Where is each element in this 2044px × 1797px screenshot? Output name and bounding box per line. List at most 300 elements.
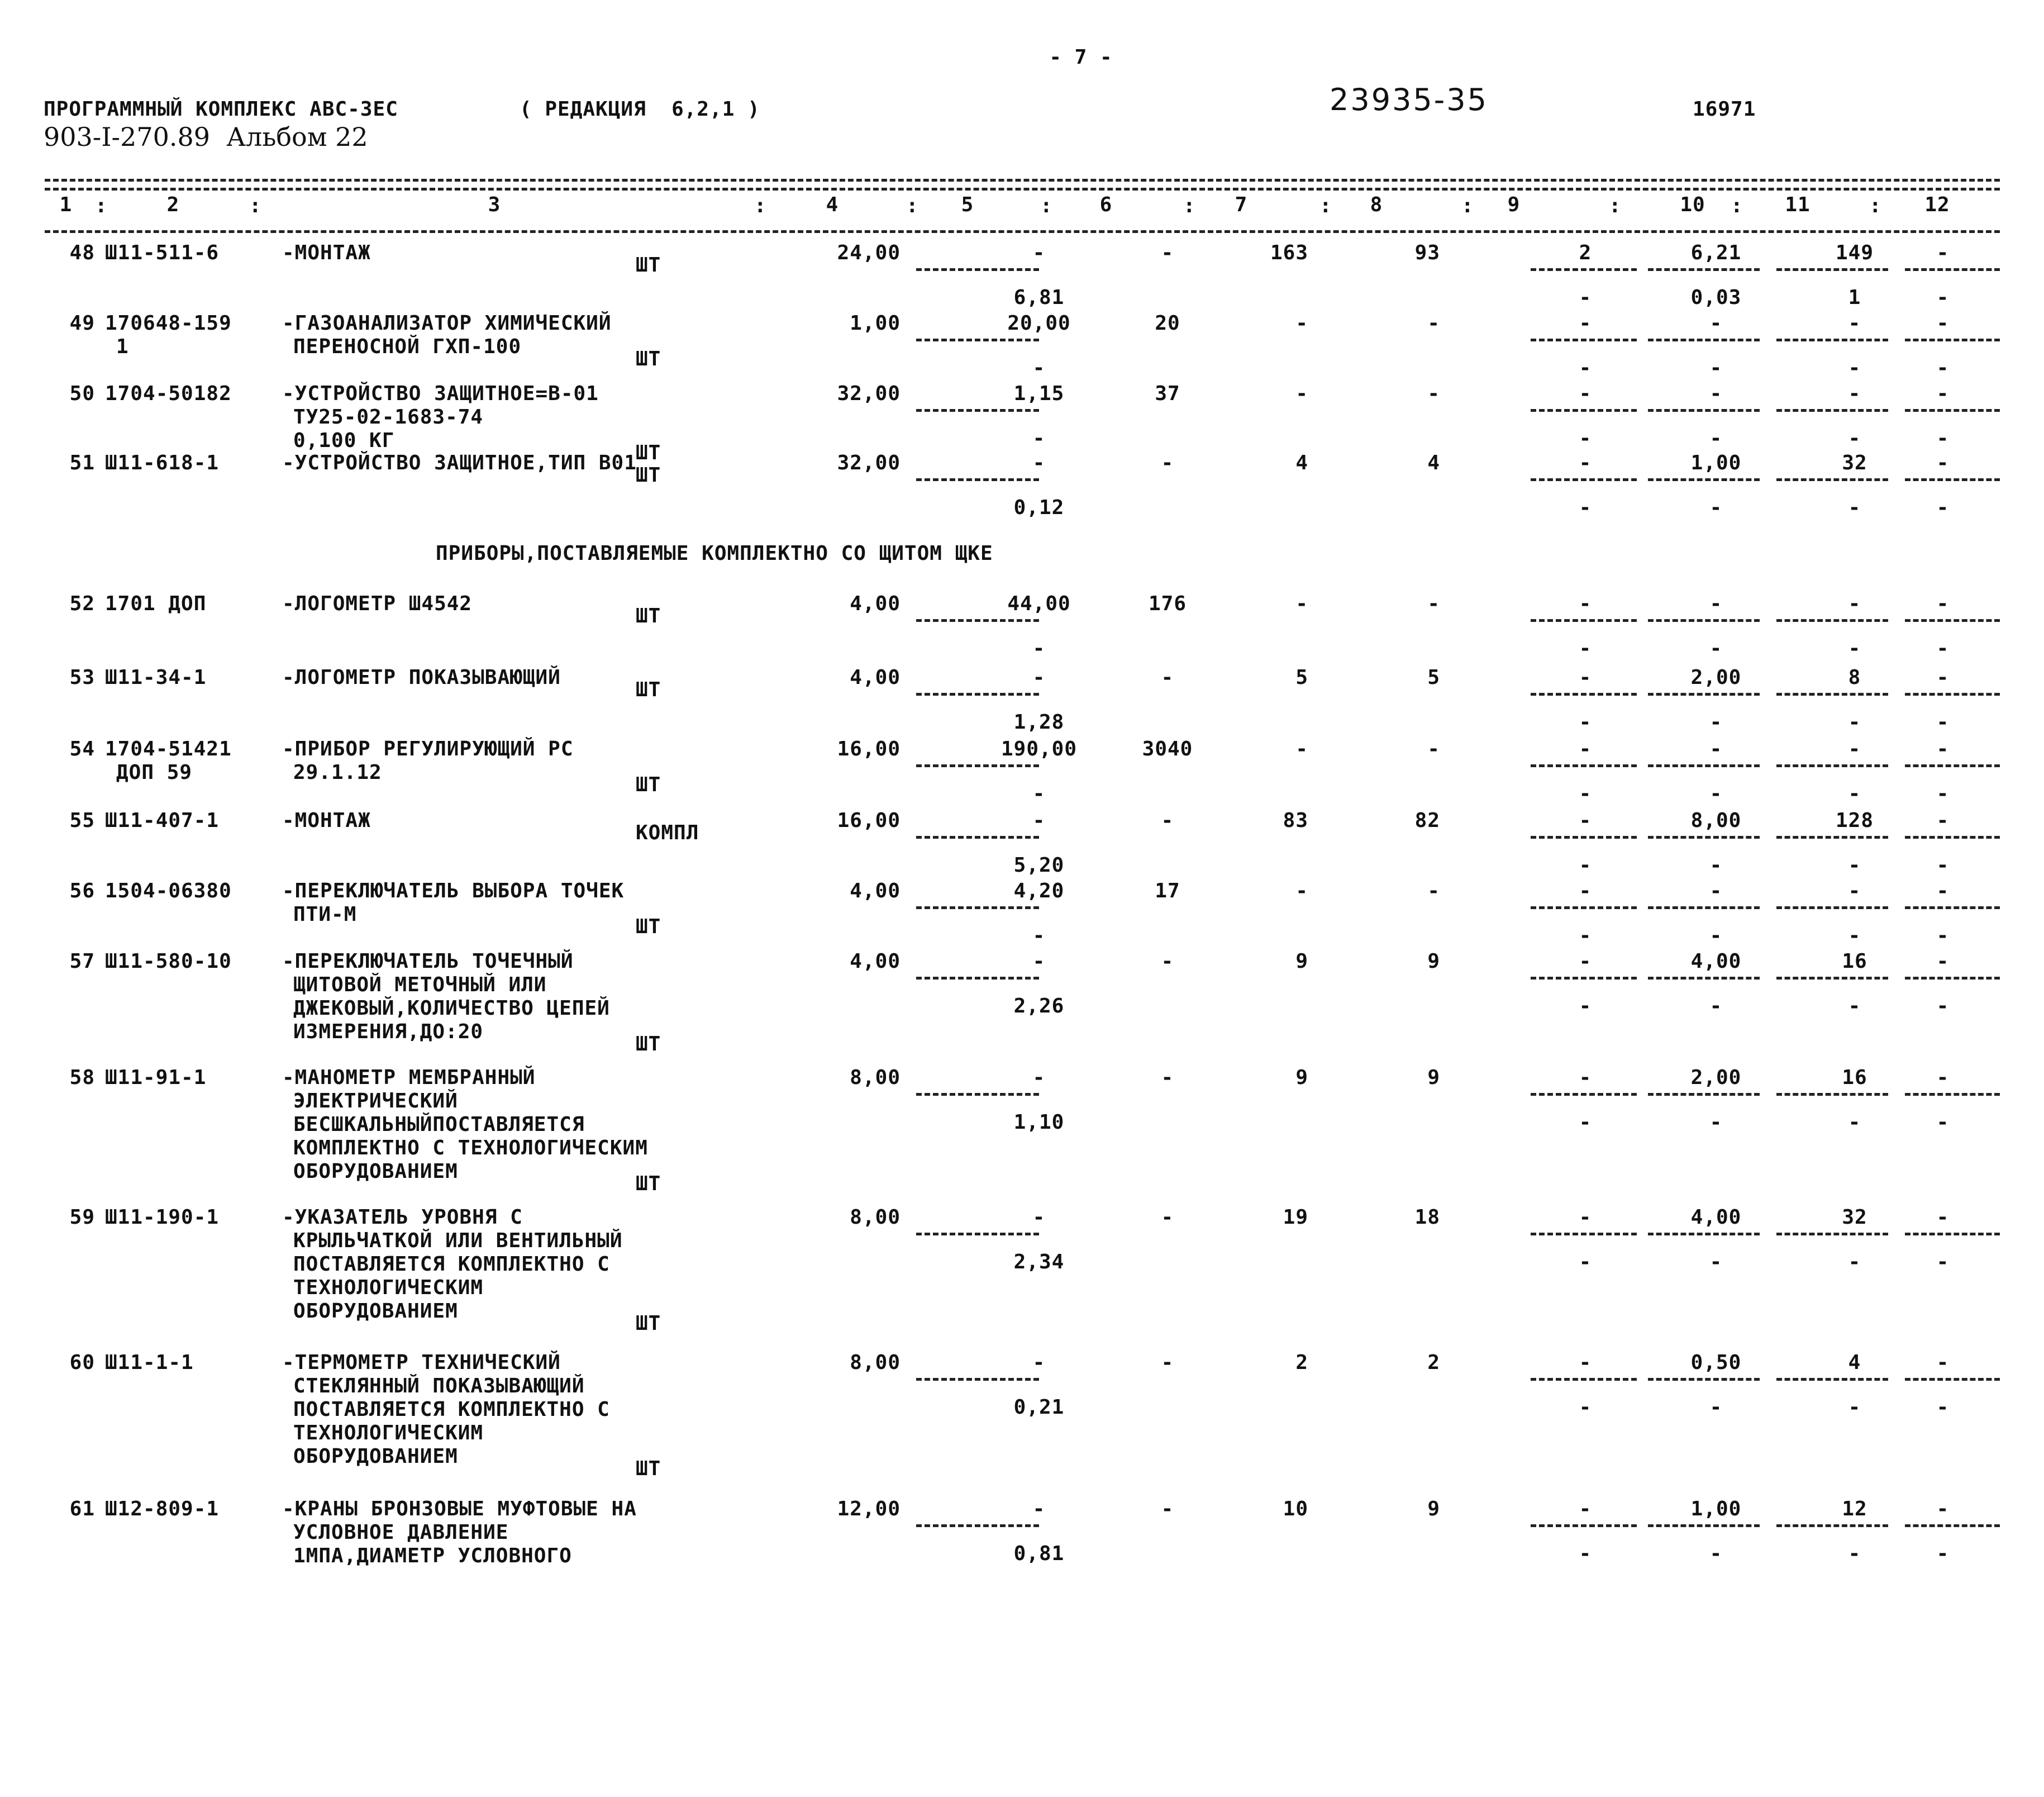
row-c12-rule [1905, 619, 2000, 622]
row-c10: 1,00 [1690, 451, 1742, 474]
row-c10: 1,00 [1690, 1498, 1742, 1520]
row-c9: - [1579, 1206, 1592, 1229]
row-description-line: -МАНОМЕТР МЕМБРАННЫЙ [282, 1066, 536, 1089]
row-col5-second: 0,12 [1013, 496, 1065, 519]
row-c12-second: - [1936, 782, 1950, 805]
row-c12-second: - [1936, 1542, 1950, 1565]
row-col7: - [1295, 312, 1308, 335]
row-description-line: -МОНТАЖ [282, 809, 371, 832]
row-col8: - [1427, 880, 1440, 902]
row-col7: - [1295, 738, 1308, 760]
row-number: 48 [69, 241, 95, 264]
row-c9-second: - [1579, 995, 1592, 1018]
row-col8: 9 [1427, 1498, 1440, 1520]
row-col7: 9 [1295, 950, 1308, 973]
row-c12-rule [1905, 1093, 2000, 1096]
row-c12-rule [1905, 268, 2000, 271]
row-code: 1701 ДОП [105, 592, 207, 615]
row-c10-second: - [1709, 1111, 1723, 1134]
document-code: 16971 [1693, 98, 1756, 121]
row-description-line: КРЫЛЬЧАТКОЙ ИЛИ ВЕНТИЛЬНЫЙ [293, 1229, 623, 1252]
row-c9: - [1579, 1498, 1592, 1520]
row-c10-rule [1648, 339, 1760, 341]
row-c9-rule [1531, 1524, 1637, 1527]
row-unit: ШТ [636, 773, 661, 796]
row-c10: 4,00 [1690, 1206, 1742, 1229]
column-header-7: 7 [1235, 193, 1248, 216]
row-c11-rule [1776, 977, 1888, 980]
row-c12-rule [1905, 1524, 2000, 1527]
row-c11-second: - [1848, 924, 1861, 947]
row-unit: ШТ [636, 1033, 661, 1056]
row-number: 53 [69, 666, 95, 689]
row-col6: - [1161, 1351, 1174, 1374]
row-c11-second: - [1848, 711, 1861, 734]
row-description-line: -УСТРОЙСТВО ЗАЩИТНОЕ,ТИП В01 [282, 451, 637, 474]
row-description-line: ПОСТАВЛЯЕТСЯ КОМПЛЕКТНО С [293, 1253, 610, 1276]
row-c9-second: - [1579, 711, 1592, 734]
row-description-line: ПЕРЕНОСНОЙ ГХП-100 [293, 335, 522, 358]
row-col5-rule [916, 268, 1039, 271]
row-c10-second: - [1709, 356, 1723, 379]
row-col6: - [1161, 809, 1174, 832]
row-description-line: ЩИТОВОЙ МЕТОЧНЫЙ ИЛИ [293, 973, 547, 996]
row-c9: - [1579, 880, 1592, 902]
handwritten-number: 23935-35 [1330, 82, 1488, 117]
row-col6: 17 [1155, 880, 1180, 902]
row-c9-rule [1531, 764, 1637, 767]
row-c10: 8,00 [1690, 809, 1742, 832]
row-number: 54 [69, 738, 95, 760]
row-c9: - [1579, 738, 1592, 760]
row-c9: - [1579, 312, 1592, 335]
row-description-line: ДЖЕКОВЫЙ,КОЛИЧЕСТВО ЦЕПЕЙ [293, 997, 610, 1020]
row-c12: - [1936, 880, 1950, 902]
row-c9-second: - [1579, 1396, 1592, 1419]
row-c12: - [1936, 950, 1950, 973]
row-number: 61 [69, 1498, 95, 1520]
row-c11-second: - [1848, 356, 1861, 379]
row-c11-rule [1776, 906, 1888, 909]
row-c9: - [1579, 1351, 1592, 1374]
row-c10: - [1709, 592, 1723, 615]
row-col8: 2 [1427, 1351, 1440, 1374]
row-col5-rule [916, 478, 1039, 481]
row-col5-rule [916, 764, 1039, 767]
row-c12: - [1936, 451, 1950, 474]
row-c10-rule [1648, 977, 1760, 980]
row-c9-rule [1531, 339, 1637, 341]
row-c12: - [1936, 1206, 1950, 1229]
row-quantity: 8,00 [850, 1066, 900, 1089]
row-c11-rule [1776, 1233, 1888, 1235]
row-c9: - [1579, 382, 1592, 405]
row-code: Ш11-1-1 [105, 1351, 194, 1374]
row-c10-rule [1648, 1378, 1760, 1381]
row-quantity: 16,00 [837, 809, 900, 832]
row-description-line: -ПЕРЕКЛЮЧАТЕЛЬ ВЫБОРА ТОЧЕК [282, 880, 625, 902]
row-col5-second: 2,34 [1013, 1251, 1065, 1273]
row-col8: 5 [1427, 666, 1440, 689]
row-c10: 4,00 [1690, 950, 1742, 973]
row-unit: ШТ [636, 348, 661, 370]
row-c11-second: - [1848, 782, 1861, 805]
row-col5-second: 1,28 [1013, 711, 1065, 734]
row-col7: - [1295, 382, 1308, 405]
row-code: Ш11-407-1 [105, 809, 220, 832]
row-c9: - [1579, 1066, 1592, 1089]
row-c12-second: - [1936, 1111, 1950, 1134]
row-number: 52 [69, 592, 95, 615]
row-description-line: ТУ25-02-1683-74 [293, 406, 484, 429]
album-label: 903-I-270.89 Альбом 22 [44, 122, 368, 152]
row-c12: - [1936, 382, 1950, 405]
row-unit: ШТ [636, 1457, 661, 1480]
row-c11: 32 [1842, 1206, 1867, 1229]
row-unit: ШТ [636, 605, 661, 627]
row-c9-rule [1531, 619, 1637, 622]
row-c9-second: - [1579, 637, 1592, 660]
row-col5-rule [916, 339, 1039, 341]
row-c12-second: - [1936, 427, 1950, 450]
row-quantity: 1,00 [850, 312, 900, 335]
edition-label: ( РЕДАКЦИЯ 6,2,1 ) [520, 98, 760, 121]
row-c9-second: - [1579, 1111, 1592, 1134]
row-c12-second: - [1936, 711, 1950, 734]
column-separator: : [1183, 194, 1196, 217]
row-code: Ш11-34-1 [105, 666, 207, 689]
row-c9-rule [1531, 1378, 1637, 1381]
row-quantity: 4,00 [850, 950, 900, 973]
column-header-12: 12 [1924, 193, 1950, 216]
row-col5-rule [916, 1233, 1039, 1235]
row-c10: - [1709, 738, 1723, 760]
row-number: 55 [69, 809, 95, 832]
page-number: - 7 - [1049, 46, 1113, 69]
column-separator: : [249, 194, 262, 217]
column-separator: : [754, 194, 767, 217]
row-c12: - [1936, 241, 1950, 264]
row-description-line: -ТЕРМОМЕТР ТЕХНИЧЕСКИЙ [282, 1351, 561, 1374]
column-separator: : [1461, 194, 1474, 217]
row-code: Ш11-190-1 [105, 1206, 220, 1229]
row-col5: - [1032, 1206, 1046, 1229]
row-c10-second: - [1709, 1542, 1723, 1565]
row-c12-rule [1905, 836, 2000, 839]
column-header-1: 1 [59, 193, 73, 216]
row-c12-rule [1905, 764, 2000, 767]
row-description-line: ОБОРУДОВАНИЕМ [293, 1445, 458, 1468]
column-separator: : [1731, 194, 1743, 217]
row-c10-rule [1648, 693, 1760, 696]
row-c11: - [1848, 880, 1861, 902]
row-unit: ШТ [636, 464, 661, 487]
row-c10-second: - [1709, 924, 1723, 947]
row-c12-second: - [1936, 854, 1950, 877]
row-c11-rule [1776, 409, 1888, 412]
row-c11: - [1848, 738, 1861, 760]
row-col6: - [1161, 451, 1174, 474]
row-c12: - [1936, 738, 1950, 760]
row-col8: - [1427, 312, 1440, 335]
row-col7: 2 [1295, 1351, 1308, 1374]
row-col8: 4 [1427, 451, 1440, 474]
row-col5: 190,00 [1000, 738, 1078, 760]
row-description-line: 0,100 КГ [293, 429, 395, 452]
row-c9-rule [1531, 693, 1637, 696]
column-header-9: 9 [1507, 193, 1521, 216]
row-col7: 19 [1283, 1206, 1308, 1229]
row-code: Ш12-809-1 [105, 1498, 220, 1520]
row-description-line: КОМПЛЕКТНО С ТЕХНОЛОГИЧЕСКИМ [293, 1137, 648, 1159]
row-col5: 20,00 [1007, 312, 1071, 335]
row-col5-second: - [1032, 637, 1046, 660]
row-col6: - [1161, 1498, 1174, 1520]
row-c10: 2,00 [1690, 666, 1742, 689]
row-number: 51 [69, 451, 95, 474]
row-col5-second: 0,81 [1013, 1542, 1065, 1565]
row-quantity: 8,00 [850, 1351, 900, 1374]
row-c10: - [1709, 382, 1723, 405]
row-quantity: 32,00 [837, 382, 900, 405]
row-col8: 82 [1414, 809, 1440, 832]
row-c11: - [1848, 382, 1861, 405]
row-col5-second: - [1032, 782, 1046, 805]
row-quantity: 16,00 [837, 738, 900, 760]
row-unit: ШТ [636, 1172, 661, 1195]
row-c9-second: - [1579, 496, 1592, 519]
row-description-line: -УСТРОЙСТВО ЗАЩИТНОЕ=В-01 [282, 382, 599, 405]
row-c11: 12 [1842, 1498, 1867, 1520]
row-description-line: -ЛОГОМЕТР Ш4542 [282, 592, 473, 615]
row-c10-second: - [1709, 782, 1723, 805]
row-c12-rule [1905, 1233, 2000, 1235]
row-col5: 4,20 [1013, 880, 1065, 902]
row-col6: - [1161, 241, 1174, 264]
row-col8: 93 [1414, 241, 1440, 264]
row-c9-second: - [1579, 782, 1592, 805]
row-col8: 9 [1427, 950, 1440, 973]
row-col8: - [1427, 592, 1440, 615]
row-c10-rule [1648, 478, 1760, 481]
program-title: ПРОГРАММНЫЙ КОМПЛЕКС АВС-3ЕС [44, 98, 398, 121]
row-number: 49 [69, 312, 95, 335]
row-col5-rule [916, 1093, 1039, 1096]
row-c11-rule [1776, 478, 1888, 481]
row-description-line: ПОСТАВЛЯЕТСЯ КОМПЛЕКТНО С [293, 1398, 610, 1421]
column-header-5: 5 [961, 193, 974, 216]
row-quantity: 12,00 [837, 1498, 900, 1520]
column-header-4: 4 [826, 193, 839, 216]
row-code: 1704-50182 [105, 382, 232, 405]
row-col7: 83 [1283, 809, 1308, 832]
row-col7: - [1295, 592, 1308, 615]
row-col5-second: - [1032, 427, 1046, 450]
row-c9-rule [1531, 906, 1637, 909]
row-c9-second: - [1579, 854, 1592, 877]
row-number: 58 [69, 1066, 95, 1089]
row-c10-second: - [1709, 1251, 1723, 1273]
row-col6: 3040 [1142, 738, 1193, 760]
row-col7: 5 [1295, 666, 1308, 689]
row-number: 60 [69, 1351, 95, 1374]
row-code-extra: 1 [116, 335, 129, 358]
row-c10: - [1709, 880, 1723, 902]
section-heading: ПРИБОРЫ,ПОСТАВЛЯЕМЫЕ КОМПЛЕКТНО СО ЩИТОМ ЩКЕ [436, 542, 993, 565]
row-c10-second: - [1709, 711, 1723, 734]
header-rule-bottom [45, 230, 2000, 233]
row-col5: - [1032, 241, 1046, 264]
row-c12: - [1936, 1351, 1950, 1374]
row-col8: 18 [1414, 1206, 1440, 1229]
row-c9: - [1579, 950, 1592, 973]
row-col5: - [1032, 1351, 1046, 1374]
row-c12-second: - [1936, 1396, 1950, 1419]
row-col8: - [1427, 738, 1440, 760]
row-c11: 8 [1848, 666, 1861, 689]
row-c11: - [1848, 592, 1861, 615]
row-c9-second: - [1579, 1251, 1592, 1273]
row-unit: КОМПЛ [636, 821, 699, 844]
row-description-line: ЭЛЕКТРИЧЕСКИЙ [293, 1090, 458, 1113]
row-unit: ШТ [636, 678, 661, 701]
row-col5-second: - [1032, 924, 1046, 947]
column-header-6: 6 [1099, 193, 1113, 216]
row-c10-rule [1648, 836, 1760, 839]
row-c12-second: - [1936, 637, 1950, 660]
row-c9-rule [1531, 836, 1637, 839]
row-c9: - [1579, 666, 1592, 689]
row-c9-rule [1531, 409, 1637, 412]
row-description-line: -ПЕРЕКЛЮЧАТЕЛЬ ТОЧЕЧНЫЙ [282, 950, 574, 973]
row-c10: - [1709, 312, 1723, 335]
row-c11-second: - [1848, 1111, 1861, 1134]
row-description-line: -ПРИБОР РЕГУЛИРУЮЩИЙ РС [282, 738, 574, 760]
row-c12: - [1936, 666, 1950, 689]
column-separator: : [1040, 194, 1053, 217]
row-c10-rule [1648, 1524, 1760, 1527]
row-c9-rule [1531, 478, 1637, 481]
row-c10-second: 0,03 [1690, 286, 1742, 309]
row-col6: - [1161, 1066, 1174, 1089]
row-c12-rule [1905, 693, 2000, 696]
row-c12-second: - [1936, 995, 1950, 1018]
column-header-8: 8 [1370, 193, 1383, 216]
row-col5-rule [916, 693, 1039, 696]
row-col5-second: 6,81 [1013, 286, 1065, 309]
row-c10: 6,21 [1690, 241, 1742, 264]
column-header-2: 2 [166, 193, 180, 216]
row-col8: - [1427, 382, 1440, 405]
row-col7: - [1295, 880, 1308, 902]
row-unit: ШТ [636, 915, 661, 938]
row-quantity: 32,00 [837, 451, 900, 474]
row-c11-second: - [1848, 427, 1861, 450]
row-c11: - [1848, 312, 1861, 335]
column-header-11: 11 [1785, 193, 1810, 216]
row-code: Ш11-511-6 [105, 241, 220, 264]
row-c12-rule [1905, 478, 2000, 481]
row-c11-second: 1 [1848, 286, 1861, 309]
row-col7: 4 [1295, 451, 1308, 474]
row-c12-rule [1905, 906, 2000, 909]
row-col5: - [1032, 1066, 1046, 1089]
row-c9-rule [1531, 268, 1637, 271]
row-number: 56 [69, 880, 95, 902]
row-col5: 1,15 [1013, 382, 1065, 405]
row-col5-rule [916, 906, 1039, 909]
row-description-line: УСЛОВНОЕ ДАВЛЕНИЕ [293, 1521, 509, 1544]
row-description-line: -ГАЗОАНАЛИЗАТОР ХИМИЧЕСКИЙ [282, 312, 612, 335]
row-description-line: -УКАЗАТЕЛЬ УРОВНЯ С [282, 1206, 523, 1229]
row-c10-rule [1648, 619, 1760, 622]
row-number: 57 [69, 950, 95, 973]
row-c9-second: - [1579, 1542, 1592, 1565]
row-c10: 0,50 [1690, 1351, 1742, 1374]
row-quantity: 4,00 [850, 880, 900, 902]
row-c12-rule [1905, 1378, 2000, 1381]
row-col7: 10 [1283, 1498, 1308, 1520]
row-c11-rule [1776, 693, 1888, 696]
row-c9-second: - [1579, 924, 1592, 947]
row-description-line: ОБОРУДОВАНИЕМ [293, 1300, 458, 1323]
row-c12: - [1936, 592, 1950, 615]
row-col5-rule [916, 977, 1039, 980]
row-c10-rule [1648, 409, 1760, 412]
row-description-line: ПТИ-М [293, 903, 357, 926]
row-col5: - [1032, 666, 1046, 689]
row-c11-rule [1776, 619, 1888, 622]
row-description-line: -ЛОГОМЕТР ПОКАЗЫВАЮЩИЙ [282, 666, 561, 689]
row-c10-rule [1648, 906, 1760, 909]
row-c10-second: - [1709, 427, 1723, 450]
row-col5-rule [916, 1524, 1039, 1527]
row-col6: - [1161, 666, 1174, 689]
row-col8: 9 [1427, 1066, 1440, 1089]
row-c11: 16 [1842, 950, 1867, 973]
row-col5-rule [916, 1378, 1039, 1381]
row-number: 59 [69, 1206, 95, 1229]
row-c10: 2,00 [1690, 1066, 1742, 1089]
row-c9: - [1579, 592, 1592, 615]
header-rule-top [45, 179, 2000, 182]
row-unit: ШТ [636, 1312, 661, 1335]
row-c11: 32 [1842, 451, 1867, 474]
row-col5: - [1032, 809, 1046, 832]
row-c9: 2 [1579, 241, 1592, 264]
row-c9-second: - [1579, 356, 1592, 379]
row-number: 50 [69, 382, 95, 405]
row-c11-second: - [1848, 496, 1861, 519]
row-c11-rule [1776, 339, 1888, 341]
row-quantity: 4,00 [850, 592, 900, 615]
row-col5-second: - [1032, 356, 1046, 379]
row-col6: 176 [1148, 592, 1187, 615]
row-c10-second: - [1709, 637, 1723, 660]
row-c11-rule [1776, 1093, 1888, 1096]
row-code: Ш11-580-10 [105, 950, 232, 973]
row-c11-second: - [1848, 1251, 1861, 1273]
row-quantity: 8,00 [850, 1206, 900, 1229]
row-c10-second: - [1709, 1396, 1723, 1419]
row-description-line: ОБОРУДОВАНИЕМ [293, 1160, 458, 1183]
row-code: 170648-159 [105, 312, 232, 335]
row-description-line: ТЕХНОЛОГИЧЕСКИМ [293, 1422, 484, 1444]
row-c11-second: - [1848, 1542, 1861, 1565]
row-c10-second: - [1709, 995, 1723, 1018]
row-description-line: 1МПА,ДИАМЕТР УСЛОВНОГО [293, 1544, 572, 1567]
row-col5: - [1032, 451, 1046, 474]
